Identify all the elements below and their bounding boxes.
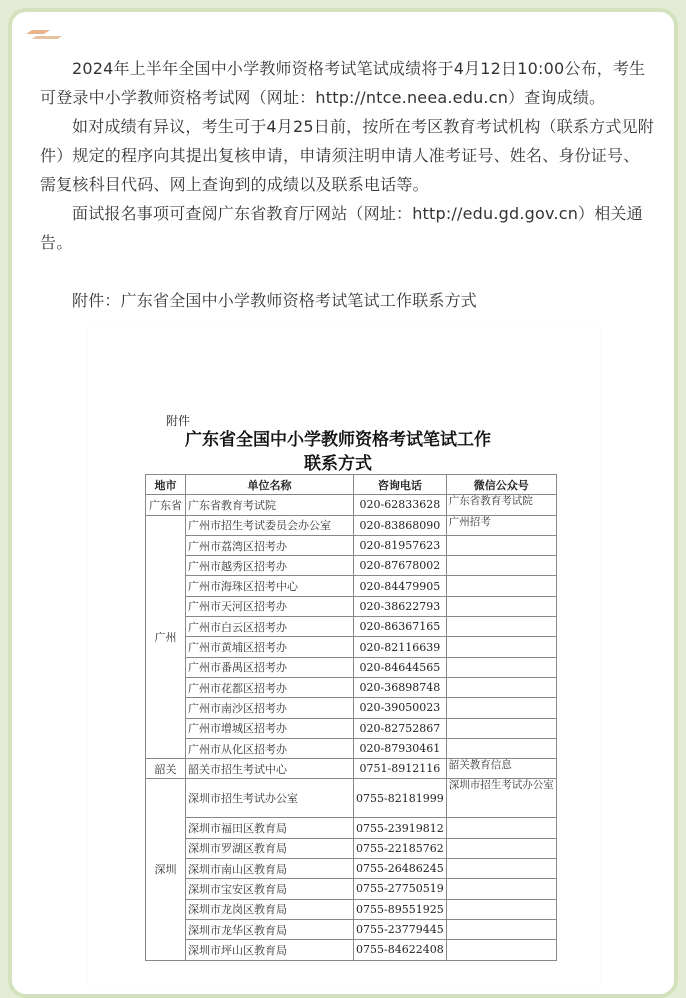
cell-unit: 深圳市南山区教育局	[186, 859, 354, 879]
cell-unit: 深圳市坪山区教育局	[186, 940, 354, 960]
cell-unit: 广州市黄埔区招考办	[186, 637, 354, 657]
cell-wechat	[446, 718, 556, 738]
cell-phone: 020-83868090	[354, 515, 447, 535]
cell-phone: 020-62833628	[354, 495, 447, 515]
cell-wechat	[446, 617, 556, 637]
table-header-row	[146, 475, 557, 495]
cell-unit: 广州市从化区招考办	[186, 738, 354, 758]
table-row	[146, 637, 557, 657]
cell-phone: 020-81957623	[354, 535, 447, 555]
cell-wechat: 广州招考	[446, 515, 556, 535]
article-body	[40, 54, 654, 315]
table-row	[146, 818, 557, 838]
cell-unit: 深圳市龙岗区教育局	[186, 899, 354, 919]
cell-phone: 0755-89551925	[354, 899, 447, 919]
contacts-table-body	[146, 495, 557, 960]
cell-wechat	[446, 637, 556, 657]
cell-phone: 020-36898748	[354, 677, 447, 697]
cell-unit: 广州市招生考试委员会办公室	[186, 515, 354, 535]
header-wechat: 微信公众号	[446, 475, 556, 495]
cell-wechat	[446, 535, 556, 555]
attachment-caption: 附件：广东省全国中小学教师资格考试笔试工作联系方式	[72, 291, 478, 310]
table-row	[146, 838, 557, 858]
cell-wechat	[446, 940, 556, 960]
table-row	[146, 576, 557, 596]
cell-wechat	[446, 919, 556, 939]
table-row	[146, 738, 557, 758]
cell-wechat: 韶关教育信息	[446, 759, 556, 779]
table-row	[146, 556, 557, 576]
table-row	[146, 677, 557, 697]
cell-unit: 广州市海珠区招考中心	[186, 576, 354, 596]
cell-phone: 020-82116639	[354, 637, 447, 657]
table-row	[146, 779, 557, 818]
cell-phone: 020-86367165	[354, 617, 447, 637]
cell-unit: 深圳市宝安区教育局	[186, 879, 354, 899]
cell-phone: 0755-26486245	[354, 859, 447, 879]
cell-wechat	[446, 576, 556, 596]
cell-unit: 广州市天河区招考办	[186, 596, 354, 616]
cell-unit: 广州市白云区招考办	[186, 617, 354, 637]
cell-phone: 0755-23779445	[354, 919, 447, 939]
header-phone: 咨询电话	[354, 475, 447, 495]
cell-unit: 韶关市招生考试中心	[186, 759, 354, 779]
cell-phone: 020-84479905	[354, 576, 447, 596]
table-row	[146, 535, 557, 555]
cell-phone: 0755-82181999	[354, 779, 447, 818]
cell-unit: 广州市南沙区招考办	[186, 698, 354, 718]
cell-phone: 0755-23919812	[354, 818, 447, 838]
table-row	[146, 718, 557, 738]
cell-unit: 广州市荔湾区招考办	[186, 535, 354, 555]
cell-wechat	[446, 556, 556, 576]
table-row	[146, 596, 557, 616]
header-unit: 单位名称	[186, 475, 354, 495]
cell-wechat	[446, 859, 556, 879]
cell-unit: 广州市花都区招考办	[186, 677, 354, 697]
cell-unit: 广州市番禺区招考办	[186, 657, 354, 677]
table-row	[146, 495, 557, 515]
cell-phone: 0755-84622408	[354, 940, 447, 960]
cell-wechat: 深圳市招生考试办公室	[446, 779, 556, 818]
doc-attachment-label: 附件	[166, 414, 191, 428]
cell-region: 韶关	[146, 759, 186, 779]
cell-phone: 020-39050023	[354, 698, 447, 718]
table-row	[146, 919, 557, 939]
contacts-table	[145, 474, 557, 961]
cell-unit: 深圳市龙华区教育局	[186, 919, 354, 939]
table-row	[146, 698, 557, 718]
cell-unit: 广州市增城区招考办	[186, 718, 354, 738]
cell-unit: 广东省教育考试院	[186, 495, 354, 515]
cell-wechat	[446, 899, 556, 919]
cell-phone: 020-82752867	[354, 718, 447, 738]
table-row	[146, 879, 557, 899]
cell-phone: 020-38622793	[354, 596, 447, 616]
table-row	[146, 759, 557, 779]
cell-wechat	[446, 738, 556, 758]
cell-phone: 0751-8912116	[354, 759, 447, 779]
cell-region: 深圳	[146, 779, 186, 960]
cell-wechat	[446, 677, 556, 697]
cell-wechat	[446, 818, 556, 838]
cell-unit: 深圳市招生考试办公室	[186, 779, 354, 818]
doc-title-line1: 广东省全国中小学教师资格考试笔试工作	[185, 430, 491, 450]
table-row	[146, 859, 557, 879]
cell-wechat: 广东省教育考试院	[446, 495, 556, 515]
table-row	[146, 899, 557, 919]
cell-wechat	[446, 657, 556, 677]
header-region: 地市	[146, 475, 186, 495]
cell-phone: 020-87678002	[354, 556, 447, 576]
table-row	[146, 940, 557, 960]
cell-region: 广州	[146, 515, 186, 759]
table-row	[146, 657, 557, 677]
cell-unit: 广州市越秀区招考办	[186, 556, 354, 576]
cell-wechat	[446, 879, 556, 899]
doc-title-line2: 联系方式	[304, 454, 372, 474]
cell-wechat	[446, 698, 556, 718]
cell-phone: 020-84644565	[354, 657, 447, 677]
paragraph-interview: 面试报名事项可查阅广东省教育厅网站（网址：http://edu.gd.gov.cn）相关通告。	[40, 204, 643, 252]
cell-unit: 深圳市罗湖区教育局	[186, 838, 354, 858]
table-row	[146, 515, 557, 535]
cell-phone: 0755-27750519	[354, 879, 447, 899]
paragraph-review-request: 如对成绩有异议，考生可于4月25日前，按所在考区教育考试机构（联系方式见附件）规定的程序向其提出复核申请，申请须注明申请人准考证号、姓名、身份证号、需复核科目代码、网上查询到的成绩以及联系电话等。	[40, 117, 654, 194]
attachment-document-image	[88, 326, 600, 986]
table-row	[146, 617, 557, 637]
cell-region: 广东省	[146, 495, 186, 515]
cell-phone: 020-87930461	[354, 738, 447, 758]
paragraph-score-release: 2024年上半年全国中小学教师资格考试笔试成绩将于4月12日10:00公布，考生可登录中小学教师资格考试网（网址：http://ntce.neea.edu.cn）查询成绩。	[40, 59, 646, 107]
cell-phone: 0755-22185762	[354, 838, 447, 858]
cell-wechat	[446, 838, 556, 858]
decorative-swirl-icon	[22, 24, 72, 44]
cell-unit: 深圳市福田区教育局	[186, 818, 354, 838]
cell-wechat	[446, 596, 556, 616]
